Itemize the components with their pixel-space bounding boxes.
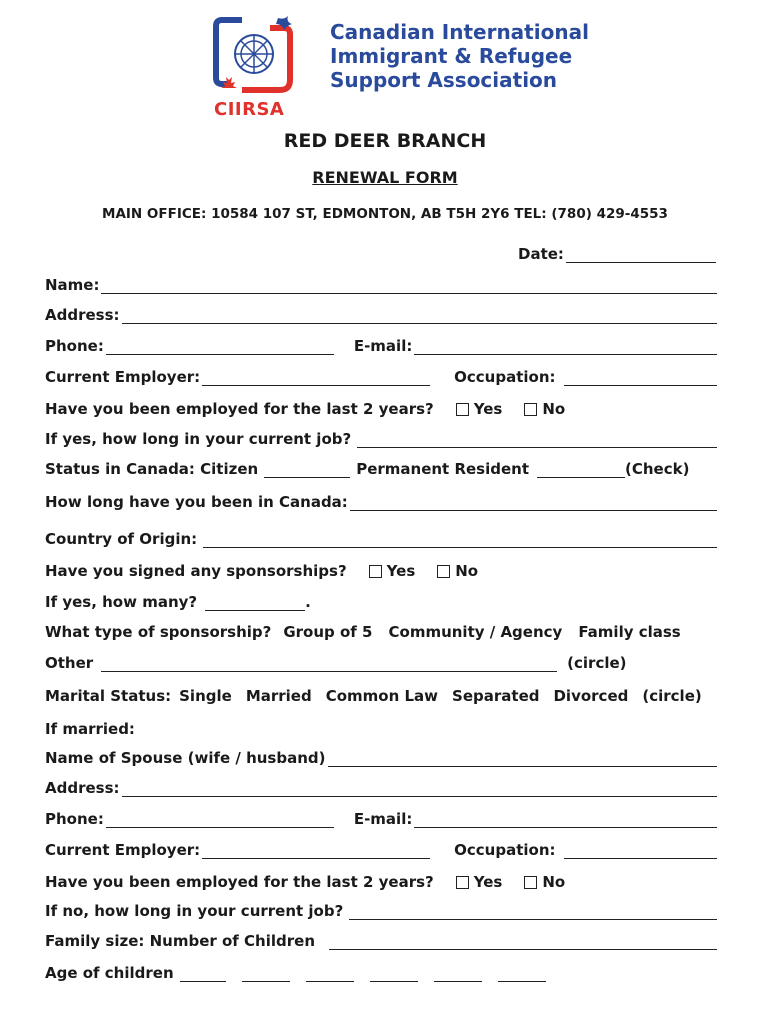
sponsorships-count-label: If yes, how many? bbox=[45, 593, 198, 611]
marital-single-option[interactable]: Single bbox=[179, 687, 232, 705]
ciirsa-emblem-icon bbox=[212, 14, 296, 100]
sponsorship-group-of-5-option[interactable]: Group of 5 bbox=[283, 623, 373, 641]
spouse-employer-occupation-row bbox=[45, 837, 717, 859]
child-age-field[interactable] bbox=[180, 967, 226, 982]
ciirsa-logo bbox=[200, 6, 589, 124]
country-of-origin-label: Country of Origin: bbox=[45, 530, 198, 548]
sponsorships-no-option[interactable] bbox=[437, 562, 478, 580]
org-name-line-1: Canadian International bbox=[330, 20, 589, 44]
citizen-check-field[interactable] bbox=[264, 463, 350, 478]
circle-instruction: (circle) bbox=[642, 687, 702, 705]
email-label: E-mail: bbox=[353, 337, 413, 355]
employed-question-label: Have you been employed for the last 2 years? bbox=[45, 400, 434, 418]
child-age-field[interactable] bbox=[242, 967, 290, 982]
name-row bbox=[45, 272, 717, 294]
email-field[interactable] bbox=[414, 340, 717, 355]
occupation-label: Occupation: bbox=[454, 368, 556, 386]
if-married-row bbox=[45, 716, 717, 738]
no-label: No bbox=[542, 873, 566, 891]
spouse-employed-yes-option[interactable] bbox=[456, 873, 503, 891]
form-title: RENEWAL FORM bbox=[312, 168, 458, 187]
phone-field[interactable] bbox=[106, 340, 334, 355]
spouse-occupation-field[interactable] bbox=[564, 844, 717, 859]
spouse-employed-question-row bbox=[45, 869, 717, 891]
spouse-occupation-label: Occupation: bbox=[454, 841, 556, 859]
other-label: Other bbox=[45, 654, 94, 672]
sponsorship-community-agency-option[interactable]: Community / Agency bbox=[388, 623, 563, 641]
spouse-name-row bbox=[45, 745, 717, 767]
time-in-canada-row bbox=[45, 489, 717, 511]
no-label: No bbox=[542, 400, 566, 418]
sponsorship-type-label: What type of sponsorship? bbox=[45, 623, 272, 641]
no-label: No bbox=[455, 562, 479, 580]
spouse-address-label: Address: bbox=[45, 779, 120, 797]
spouse-phone-email-row bbox=[45, 806, 717, 828]
employer-field[interactable] bbox=[202, 371, 430, 386]
employed-yes-option[interactable] bbox=[456, 400, 503, 418]
if-married-label: If married: bbox=[45, 720, 135, 738]
permanent-resident-check-field[interactable] bbox=[537, 463, 625, 478]
name-field[interactable] bbox=[101, 279, 717, 294]
spouse-email-field[interactable] bbox=[414, 813, 717, 828]
family-size-label: Family size: Number of Children bbox=[45, 932, 315, 950]
child-age-field[interactable] bbox=[498, 967, 546, 982]
org-name-line-3: Support Association bbox=[330, 68, 558, 92]
employer-occupation-row bbox=[45, 364, 717, 386]
date-label: Date: bbox=[518, 245, 564, 263]
status-citizen-label: Status in Canada: Citizen bbox=[45, 460, 259, 478]
sponsorships-count-row bbox=[45, 589, 717, 611]
spouse-address-row bbox=[45, 775, 717, 797]
employed-no-checkbox[interactable] bbox=[524, 403, 537, 416]
spouse-name-label: Name of Spouse (wife / husband) bbox=[45, 749, 326, 767]
org-acronym: CIIRSA bbox=[214, 99, 285, 120]
marital-common-law-option[interactable]: Common Law bbox=[325, 687, 439, 705]
marital-divorced-option[interactable]: Divorced bbox=[553, 687, 629, 705]
spouse-name-field[interactable] bbox=[328, 752, 718, 767]
spouse-employed-yes-checkbox[interactable] bbox=[456, 876, 469, 889]
current-job-duration-label: If yes, how long in your current job? bbox=[45, 430, 352, 448]
sponsorship-family-class-option[interactable]: Family class bbox=[578, 623, 681, 641]
age-of-children-label: Age of children bbox=[45, 964, 174, 982]
spouse-job-duration-label: If no, how long in your current job? bbox=[45, 902, 344, 920]
time-in-canada-label: How long have you been in Canada: bbox=[45, 493, 348, 511]
country-of-origin-field[interactable] bbox=[203, 533, 717, 548]
org-name-line-2: Immigrant & Refugee bbox=[330, 44, 573, 68]
yes-label: Yes bbox=[386, 562, 416, 580]
spouse-employed-question-label: Have you been employed for the last 2 years? bbox=[45, 873, 434, 891]
sponsorships-count-field[interactable] bbox=[205, 596, 305, 611]
date-row bbox=[518, 241, 716, 263]
spouse-phone-label: Phone: bbox=[45, 810, 104, 828]
employed-yes-checkbox[interactable] bbox=[456, 403, 469, 416]
address-row bbox=[45, 302, 717, 324]
yes-label: Yes bbox=[473, 873, 503, 891]
period-mark: . bbox=[305, 593, 311, 611]
sponsorship-other-row bbox=[45, 650, 717, 672]
circle-instruction: (circle) bbox=[567, 654, 627, 672]
sponsorships-yes-option[interactable] bbox=[369, 562, 416, 580]
age-of-children-row bbox=[45, 960, 717, 982]
phone-email-row bbox=[45, 333, 717, 355]
marital-separated-option[interactable]: Separated bbox=[452, 687, 540, 705]
number-of-children-field[interactable] bbox=[329, 935, 717, 950]
permanent-resident-label: Permanent Resident bbox=[356, 460, 529, 478]
child-age-field[interactable] bbox=[434, 967, 482, 982]
date-field[interactable] bbox=[566, 248, 716, 263]
child-age-field[interactable] bbox=[306, 967, 354, 982]
sponsorships-no-checkbox[interactable] bbox=[437, 565, 450, 578]
marital-status-row bbox=[45, 683, 717, 705]
sponsorships-question-label: Have you signed any sponsorships? bbox=[45, 562, 347, 580]
name-label: Name: bbox=[45, 276, 100, 294]
spouse-employed-no-checkbox[interactable] bbox=[524, 876, 537, 889]
spouse-employer-label: Current Employer: bbox=[45, 841, 201, 859]
marital-status-label: Marital Status: bbox=[45, 687, 172, 705]
spouse-address-field[interactable] bbox=[122, 782, 717, 797]
branch-title: RED DEER BRANCH bbox=[283, 130, 487, 152]
spouse-job-duration-field[interactable] bbox=[349, 905, 717, 920]
phone-label: Phone: bbox=[45, 337, 104, 355]
spouse-phone-field[interactable] bbox=[106, 813, 334, 828]
employed-question-row bbox=[45, 396, 717, 418]
spouse-employer-field[interactable] bbox=[202, 844, 430, 859]
current-job-duration-row bbox=[45, 426, 717, 448]
address-field[interactable] bbox=[122, 309, 717, 324]
organization-name bbox=[330, 20, 589, 92]
sponsorship-type-row bbox=[45, 619, 717, 641]
yes-label: Yes bbox=[473, 400, 503, 418]
main-office-address: MAIN OFFICE: 10584 107 ST, EDMONTON, AB T5H 2Y6 TEL: (780) 429-4553 bbox=[102, 206, 668, 222]
employed-no-option[interactable] bbox=[524, 400, 565, 418]
child-age-field[interactable] bbox=[370, 967, 418, 982]
time-in-canada-field[interactable] bbox=[350, 496, 717, 511]
sponsorships-yes-checkbox[interactable] bbox=[369, 565, 382, 578]
family-size-row bbox=[45, 928, 717, 950]
address-label: Address: bbox=[45, 306, 120, 324]
country-of-origin-row bbox=[45, 526, 717, 548]
employer-label: Current Employer: bbox=[45, 368, 201, 386]
marital-married-option[interactable]: Married bbox=[245, 687, 312, 705]
spouse-employed-no-option[interactable] bbox=[524, 873, 565, 891]
occupation-field[interactable] bbox=[564, 371, 717, 386]
spouse-job-duration-row bbox=[45, 898, 717, 920]
sponsorship-other-field[interactable] bbox=[101, 657, 557, 672]
sponsorships-question-row bbox=[45, 558, 717, 580]
current-job-duration-field[interactable] bbox=[357, 433, 717, 448]
check-instruction: (Check) bbox=[625, 460, 690, 478]
spouse-email-label: E-mail: bbox=[353, 810, 413, 828]
status-row bbox=[45, 456, 725, 478]
